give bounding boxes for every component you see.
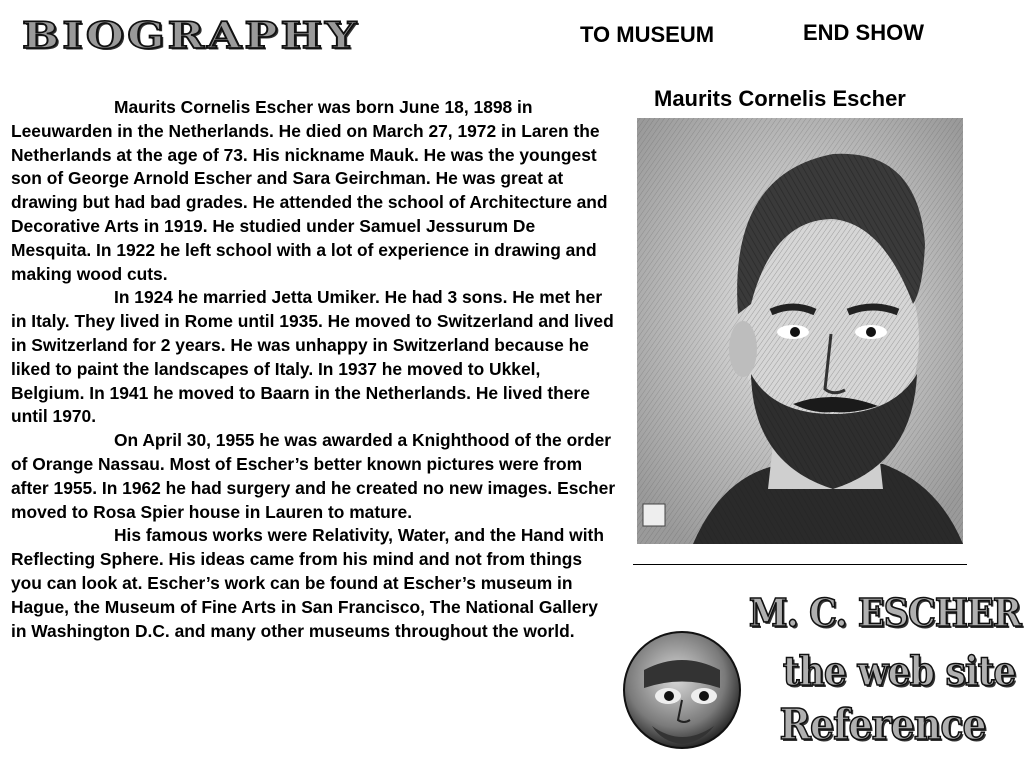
web-site-link[interactable]: the web site	[782, 648, 1016, 695]
biography-paragraph: On April 30, 1955 he was awarded a Knighthood of the order of Orange Nassau. Most of Escher’s better known pictures were from after 1955. In 1962 he had surgery and he created no new images. Escher moved to Rosa Spier house in Lauren to mature.	[11, 430, 616, 522]
end-show-button[interactable]: END SHOW	[803, 20, 924, 45]
biography-paragraph: Maurits Cornelis Escher was born June 18, 1898 in Leeuwarden in the Netherlands. He died on March 27, 1972 in Laren the Netherlands at the age of 73. His nickname Mauk. He was the youngest son of George Arnold Escher and Sara Geirchman. He was great at drawing but had bad grades. He attended the school of Architecture and Decorative Arts in 1919. He studied under Samuel Jessurum De Mesquita. In 1922 he left school with a lot of experience in drawing and making wood cuts.	[11, 97, 608, 284]
biography-paragraph: His famous works were Relativity, Water, and the Hand with Reflecting Sphere. His ideas came from his mind and not from things you can look at. Escher’s work can be found at Escher’s museum in Hague, the Museum of Fine Arts in San Francisco, The National Gallery in Washington D.C. and many other museums throughout the world.	[11, 525, 604, 641]
escher-link[interactable]: M. C. ESCHER	[748, 590, 1021, 635]
escher-eye-sphere-icon[interactable]	[622, 630, 742, 750]
portrait-image	[633, 114, 967, 565]
biography-text	[11, 96, 617, 643]
biography-paragraph: In 1924 he married Jetta Umiker. He had 3 sons. He met her in Italy. They lived in Rome until 1935. He moved to Switzerland and lived in Switzerland for 2 years. He was unhappy in Switzerland because he liked to paint the landscapes of Italy. In 1937 he moved to Ukkel, Belgium. In 1941 he moved to Baarn in the Netherlands. He lived there until 1970.	[11, 287, 614, 427]
reference-link[interactable]: Reference	[779, 700, 986, 749]
to-museum-button[interactable]: TO MUSEUM	[580, 22, 715, 47]
page-title: BIOGRAPHY	[22, 15, 360, 57]
portrait-caption: Maurits Cornelis Escher	[654, 86, 906, 111]
